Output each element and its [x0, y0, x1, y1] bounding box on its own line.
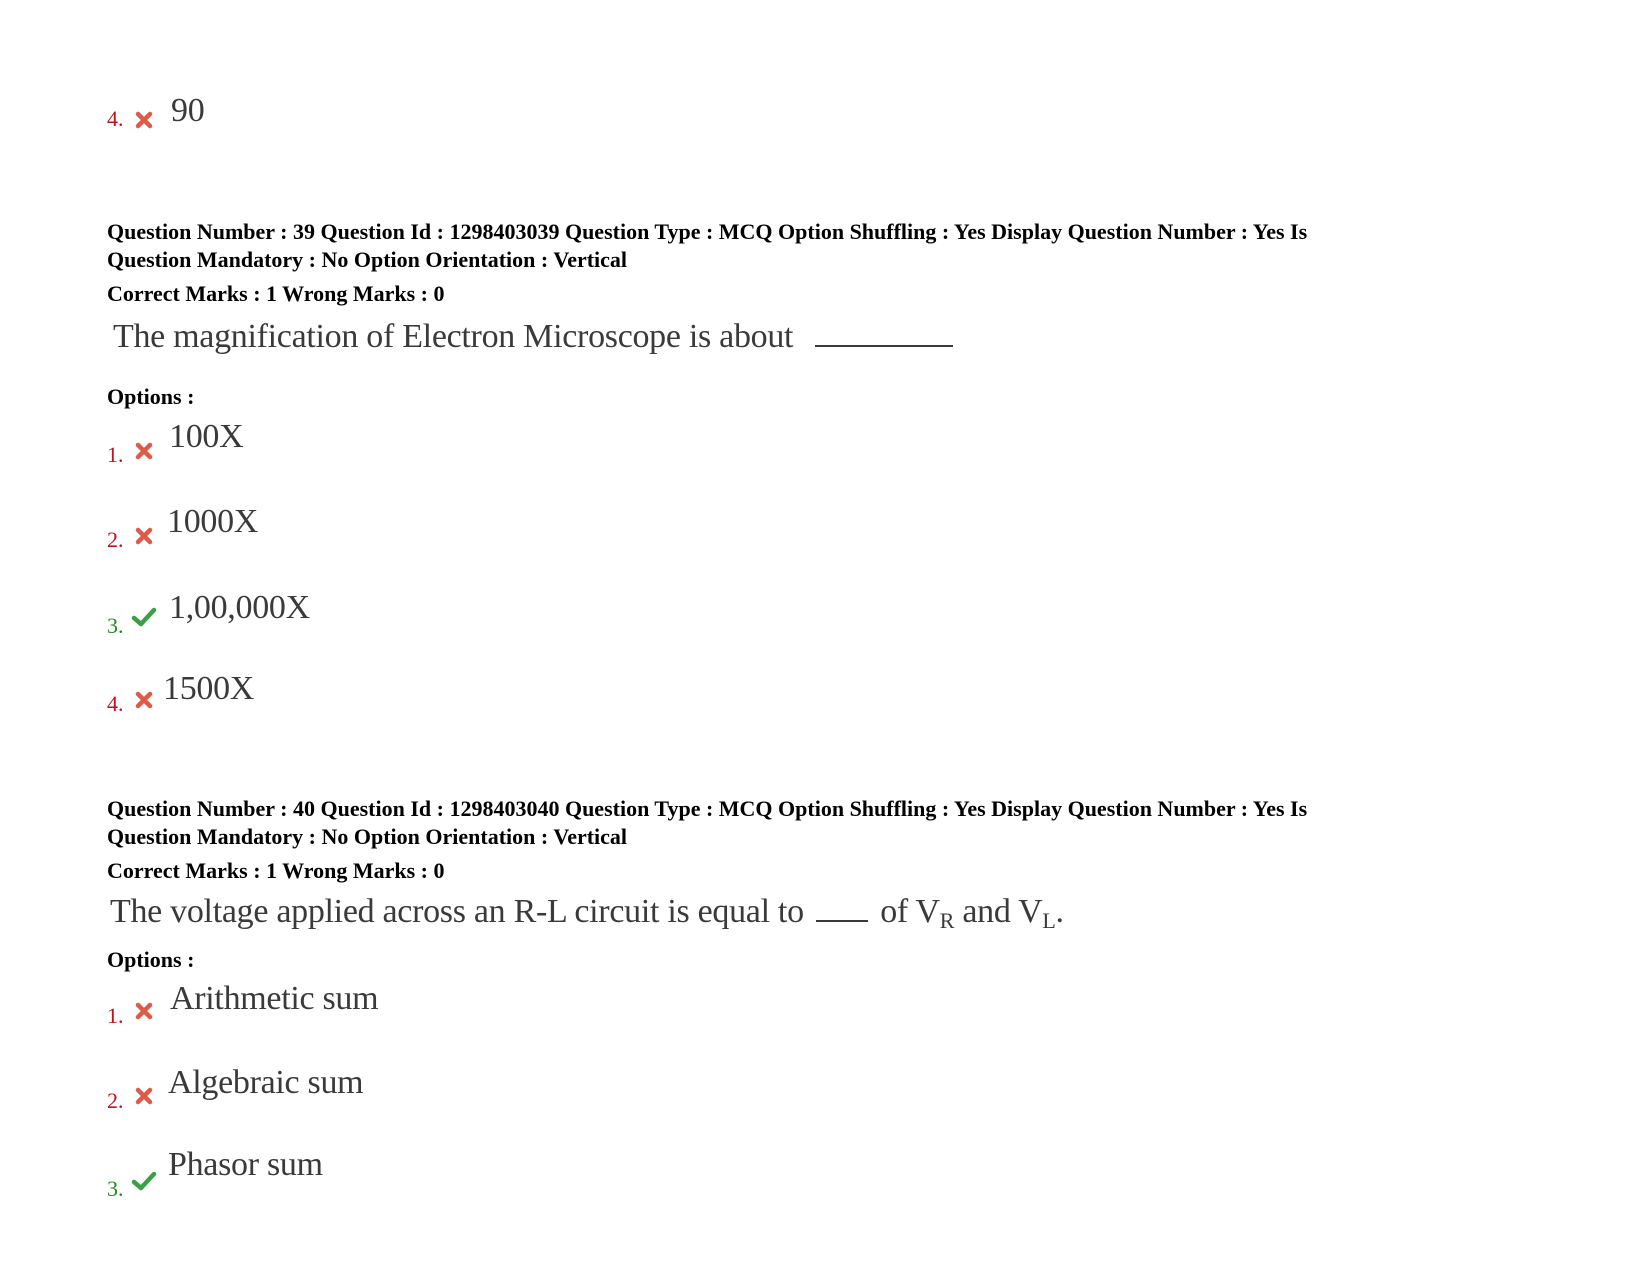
option-text: 1500X	[163, 670, 255, 707]
check-icon	[131, 1170, 157, 1192]
answer-blank	[815, 345, 953, 347]
option-number: 4.	[107, 106, 124, 131]
options-label: Options :	[107, 384, 195, 409]
option-number: 1.	[107, 1003, 124, 1028]
cross-icon	[134, 526, 154, 546]
option-text: Arithmetic sum	[170, 980, 379, 1017]
cross-icon	[134, 441, 154, 461]
option-number: 4.	[107, 691, 124, 716]
question-meta: Question Number : 39 Question Id : 1298403039 Question Type : MCQ Option Shuffling : Yes Display Question Number : Yes Is Question Mandatory : No Option Orientation : Vertical	[107, 219, 1308, 272]
answer-blank	[816, 920, 868, 922]
option-text: 1,00,000X	[169, 589, 310, 626]
check-icon	[131, 606, 157, 628]
cross-icon	[134, 1001, 154, 1021]
option-number: 2.	[107, 1088, 124, 1113]
option-text: Phasor sum	[168, 1146, 323, 1183]
cross-icon	[134, 110, 154, 130]
option-text: 90	[171, 92, 205, 129]
options-label: Options :	[107, 947, 195, 972]
question-meta: Question Number : 40 Question Id : 1298403040 Question Type : MCQ Option Shuffling : Yes Display Question Number : Yes Is Question Mandatory : No Option Orientation : Vertical	[107, 796, 1308, 849]
option-text: 1000X	[167, 503, 259, 540]
option-text: 100X	[169, 418, 244, 455]
cross-icon	[134, 690, 154, 710]
option-text: Algebraic sum	[168, 1064, 364, 1101]
cross-icon	[134, 1086, 154, 1106]
question-text: The magnification of Electron Microscope is about	[113, 318, 953, 356]
marks-info: Correct Marks : 1 Wrong Marks : 0	[107, 281, 445, 306]
option-number: 3.	[107, 1176, 124, 1201]
marks-info: Correct Marks : 1 Wrong Marks : 0	[107, 858, 445, 883]
question-text: The voltage applied across an R-L circuit is equal to of $V_R$ and $V_L$.	[110, 893, 1064, 933]
option-number: 3.	[107, 613, 124, 638]
option-number: 1.	[107, 442, 124, 467]
option-number: 2.	[107, 527, 124, 552]
